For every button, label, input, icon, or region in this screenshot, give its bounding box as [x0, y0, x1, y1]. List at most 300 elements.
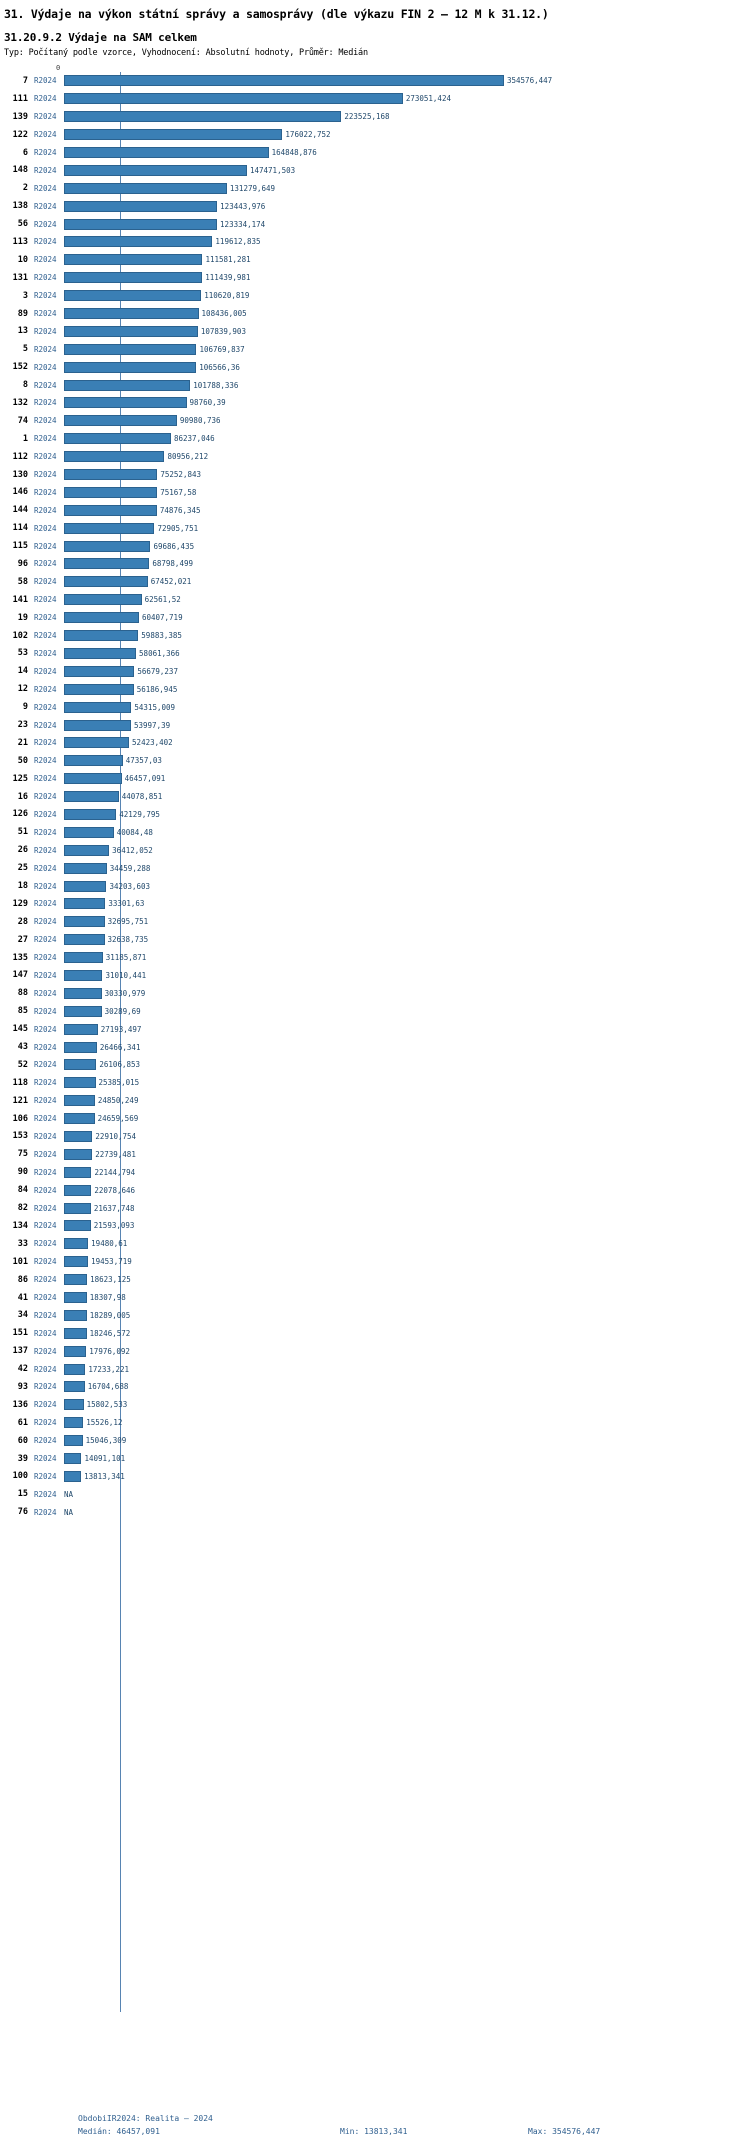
bar-container	[64, 1450, 125, 1468]
row-id-label: 118	[12, 1077, 28, 1088]
bar[interactable]	[64, 1024, 98, 1035]
row-id-label: 111	[12, 93, 28, 104]
bar-value-label: 176022,752	[285, 130, 331, 140]
bar-container	[64, 448, 208, 466]
bar[interactable]	[64, 684, 134, 695]
table-row	[0, 984, 750, 1002]
table-row	[0, 376, 750, 394]
bar-value-label: 22144,794	[94, 1167, 136, 1177]
bar[interactable]	[64, 1203, 91, 1214]
bar-value-label: 54315,009	[134, 702, 176, 712]
bar-container	[64, 161, 295, 179]
bar[interactable]	[64, 505, 157, 516]
table-row	[0, 519, 750, 537]
bar[interactable]	[64, 898, 105, 909]
table-row	[0, 788, 750, 806]
bar-value-label: 17233,221	[88, 1364, 130, 1374]
table-row	[0, 645, 750, 663]
bar-container	[64, 645, 180, 663]
row-id-label: 28	[17, 916, 28, 927]
row-id-label: 58	[17, 576, 28, 587]
bar[interactable]	[64, 236, 212, 247]
bar[interactable]	[64, 612, 139, 623]
row-period-label: R2024	[34, 1078, 57, 1088]
row-period-label: R2024	[34, 291, 57, 301]
bar-container	[64, 340, 245, 358]
bar-value-label: 44078,851	[121, 792, 163, 802]
row-period-label: R2024	[34, 1346, 57, 1356]
bar-container	[64, 1092, 138, 1110]
row-id-label: 21	[17, 737, 28, 748]
table-row	[0, 466, 750, 484]
row-period-label: R2024	[34, 487, 57, 497]
bar-value-label: 74876,345	[159, 505, 201, 515]
bar-value-label: 101788,336	[193, 380, 239, 390]
bar[interactable]	[64, 541, 150, 552]
bar[interactable]	[64, 1435, 83, 1446]
table-row	[0, 806, 750, 824]
row-id-label: 26	[17, 845, 28, 856]
row-id-label: 146	[12, 487, 28, 498]
bar-value-label: 56186,945	[136, 684, 178, 694]
row-period-label: R2024	[34, 1454, 57, 1464]
row-id-label: 100	[12, 1471, 28, 1482]
bar[interactable]	[64, 773, 122, 784]
bar[interactable]	[64, 487, 157, 498]
table-row	[0, 1235, 750, 1253]
bar[interactable]	[64, 809, 116, 820]
table-row	[0, 161, 750, 179]
bar-value-label: 25385,015	[98, 1078, 140, 1088]
row-period-label: R2024	[34, 326, 57, 336]
row-id-label: 153	[12, 1131, 28, 1142]
row-id-label: 50	[17, 755, 28, 766]
row-id-label: 6	[22, 147, 28, 158]
bar-value-label: 106566,36	[199, 362, 240, 372]
row-period-label: R2024	[34, 1275, 57, 1285]
bar[interactable]	[64, 1006, 102, 1017]
table-row	[0, 1271, 750, 1289]
table-row	[0, 1432, 750, 1450]
bar-container	[64, 1128, 136, 1146]
bar[interactable]	[64, 737, 129, 748]
bar[interactable]	[64, 308, 199, 319]
bar[interactable]	[64, 1042, 97, 1053]
bar[interactable]	[64, 1274, 87, 1285]
bar[interactable]	[64, 415, 177, 426]
bar[interactable]	[64, 1364, 85, 1375]
bar-container	[64, 537, 194, 555]
row-id-label: 131	[12, 272, 28, 283]
bar[interactable]	[64, 1238, 88, 1249]
row-id-label: 138	[12, 201, 28, 212]
row-id-label: 12	[17, 684, 28, 695]
row-id-label: 14	[17, 666, 28, 677]
table-row	[0, 340, 750, 358]
row-period-label: R2024	[34, 1364, 57, 1374]
bar-container	[64, 949, 146, 967]
row-id-label: 85	[17, 1006, 28, 1017]
row-id-label: 7	[22, 75, 28, 86]
bar[interactable]	[64, 469, 157, 480]
bar-value-label: 18289,005	[89, 1310, 131, 1320]
bar[interactable]	[64, 1185, 91, 1196]
bar[interactable]	[64, 326, 198, 337]
bar-container	[64, 1235, 127, 1253]
row-id-label: 51	[17, 827, 28, 838]
bar[interactable]	[64, 934, 105, 945]
table-row	[0, 537, 750, 555]
table-row	[0, 412, 750, 430]
row-id-label: 60	[17, 1435, 28, 1446]
bar-container	[64, 466, 201, 484]
bar[interactable]	[64, 845, 109, 856]
row-id-label: 113	[12, 236, 28, 247]
bar[interactable]	[64, 630, 138, 641]
table-row	[0, 1324, 750, 1342]
row-id-label: 89	[17, 308, 28, 319]
bar-container	[64, 841, 153, 859]
row-period-label: R2024	[34, 76, 57, 86]
row-id-label: 141	[12, 594, 28, 605]
bar-value-label: 72905,751	[157, 523, 199, 533]
row-period-label: R2024	[34, 899, 57, 909]
bar[interactable]	[64, 129, 282, 140]
bar-value-label: 111439,981	[205, 273, 251, 283]
bar-value-label: 34459,288	[109, 863, 151, 873]
bar[interactable]	[64, 1381, 85, 1392]
table-row	[0, 752, 750, 770]
bar-container	[64, 984, 145, 1002]
bar-container	[64, 269, 250, 287]
table-row	[0, 591, 750, 609]
bar-container	[64, 1110, 138, 1128]
row-id-label: 96	[17, 558, 28, 569]
bar-container	[64, 895, 144, 913]
bar-value-label: 131279,649	[229, 183, 276, 193]
row-id-label: 132	[12, 397, 28, 408]
table-row	[0, 770, 750, 788]
table-row	[0, 108, 750, 126]
bar-value-label: 19453,719	[91, 1257, 132, 1267]
bar[interactable]	[64, 863, 107, 874]
table-row	[0, 627, 750, 645]
bar-rows	[0, 72, 750, 1521]
bar[interactable]	[64, 254, 202, 265]
table-row	[0, 1378, 750, 1396]
bar[interactable]	[64, 165, 247, 176]
row-period-label: R2024	[34, 183, 57, 193]
bar-container	[64, 1324, 130, 1342]
bar-value-label: 22078,646	[94, 1185, 136, 1195]
bar[interactable]	[64, 558, 149, 569]
bar-value-label: 30330,979	[104, 988, 146, 998]
bar-container	[64, 823, 153, 841]
bar-value-label: 354576,447	[507, 76, 553, 86]
bar[interactable]	[64, 75, 504, 86]
bar[interactable]	[64, 648, 136, 659]
row-id-label: 34	[17, 1310, 28, 1321]
bar-container	[64, 72, 552, 90]
bar-container	[64, 108, 390, 126]
bar[interactable]	[64, 827, 114, 838]
table-row	[0, 555, 750, 573]
row-period-label: R2024	[34, 631, 57, 641]
bar[interactable]	[64, 397, 187, 408]
row-id-label: 93	[17, 1381, 28, 1392]
row-id-label: 27	[17, 934, 28, 945]
chart-subtitle: 31.20.9.2 Výdaje na SAM celkem	[4, 31, 197, 44]
bar-container	[64, 197, 265, 215]
bar-value-label: 273051,424	[405, 94, 451, 104]
bar-container	[64, 251, 251, 269]
bar-value-label: 15526,12	[86, 1418, 123, 1428]
row-period-label: R2024	[34, 1489, 57, 1499]
row-period-label: R2024	[34, 988, 57, 998]
table-row	[0, 1163, 750, 1181]
row-id-label: 112	[12, 451, 28, 462]
bar-value-label: 56679,237	[137, 666, 178, 676]
row-period-label: R2024	[34, 1114, 57, 1124]
row-period-label: R2024	[34, 1239, 57, 1249]
row-period-label: R2024	[34, 201, 57, 211]
bar-value-label: 46457,091	[124, 774, 166, 784]
bar[interactable]	[64, 970, 102, 981]
bar-container	[64, 1271, 131, 1289]
bar[interactable]	[64, 1113, 95, 1124]
bar[interactable]	[64, 666, 134, 677]
table-row	[0, 1306, 750, 1324]
table-row	[0, 1145, 750, 1163]
bar[interactable]	[64, 755, 123, 766]
bar[interactable]	[64, 720, 131, 731]
bar-value-label: 108436,005	[201, 309, 247, 319]
row-id-label: 23	[17, 720, 28, 730]
bar[interactable]	[64, 1167, 91, 1178]
bar-container	[64, 358, 240, 376]
bar-container	[64, 716, 170, 734]
bar-container	[64, 1414, 122, 1432]
bar[interactable]	[64, 344, 196, 355]
row-period-label: R2024	[34, 255, 57, 265]
bar[interactable]	[64, 791, 119, 802]
table-row	[0, 1038, 750, 1056]
row-id-label: 18	[17, 881, 28, 892]
bar[interactable]	[64, 1220, 91, 1231]
row-id-label: 144	[12, 505, 28, 516]
bar-value-label: NA	[64, 1507, 74, 1517]
chart-area	[0, 64, 750, 2054]
bar-container	[64, 662, 178, 680]
row-period-label: R2024	[34, 881, 57, 891]
bar[interactable]	[64, 702, 131, 713]
row-id-label: 102	[12, 630, 28, 641]
row-id-label: 114	[12, 523, 28, 534]
bar-value-label: 164848,876	[271, 148, 317, 157]
row-period-label: R2024	[34, 541, 57, 551]
row-period-label: R2024	[34, 1024, 57, 1034]
bar-container	[64, 126, 331, 144]
bar-container	[64, 1217, 134, 1235]
bar-container	[64, 1485, 73, 1503]
bar[interactable]	[64, 881, 106, 892]
table-row	[0, 305, 750, 323]
bar[interactable]	[64, 988, 102, 999]
row-period-label: R2024	[34, 1382, 57, 1392]
bar[interactable]	[64, 147, 269, 158]
min-label: Min: 13813,341	[340, 2127, 408, 2136]
bar[interactable]	[64, 1131, 92, 1142]
bar[interactable]	[64, 1399, 84, 1410]
row-period-label: R2024	[34, 970, 57, 980]
bar[interactable]	[64, 272, 202, 283]
bar[interactable]	[64, 362, 196, 373]
bar-container	[64, 1038, 140, 1056]
max-label: Max: 354576,447	[528, 2127, 601, 2136]
table-row	[0, 197, 750, 215]
row-id-label: 151	[12, 1328, 28, 1339]
bar-container	[64, 1020, 141, 1038]
bar-value-label: 21637,748	[93, 1203, 135, 1213]
bar[interactable]	[64, 1292, 87, 1303]
table-row	[0, 358, 750, 376]
bar-container	[64, 931, 148, 949]
bar[interactable]	[64, 433, 171, 444]
bar[interactable]	[64, 1256, 88, 1267]
bar[interactable]	[64, 111, 341, 122]
bar[interactable]	[64, 952, 103, 963]
bar[interactable]	[64, 916, 105, 927]
bar-value-label: 107839,903	[200, 326, 246, 336]
row-id-label: 8	[22, 380, 28, 391]
row-id-label: 130	[12, 469, 28, 480]
table-row	[0, 233, 750, 251]
row-period-label: R2024	[34, 1400, 57, 1410]
row-period-label: R2024	[34, 273, 57, 283]
table-row	[0, 913, 750, 931]
table-row	[0, 1253, 750, 1271]
bar-container	[64, 591, 181, 609]
bar-container	[64, 483, 196, 501]
row-id-label: 53	[17, 648, 28, 659]
bar[interactable]	[64, 1310, 87, 1321]
table-row	[0, 1199, 750, 1217]
row-period-label: R2024	[34, 344, 57, 354]
row-period-label: R2024	[34, 219, 57, 229]
row-period-label: R2024	[34, 1418, 57, 1428]
row-id-label: 137	[12, 1346, 28, 1357]
bar[interactable]	[64, 183, 227, 194]
row-period-label: R2024	[34, 434, 57, 444]
bar-value-label: 147471,503	[249, 165, 296, 175]
bar[interactable]	[64, 1059, 96, 1070]
bar-value-label: 22739,481	[95, 1149, 136, 1159]
row-period-label: R2024	[34, 666, 57, 676]
table-row	[0, 931, 750, 949]
table-row	[0, 949, 750, 967]
table-row	[0, 126, 750, 144]
bar-container	[64, 1199, 134, 1217]
bar[interactable]	[64, 93, 403, 104]
row-id-label: 115	[12, 541, 28, 552]
bar-value-label: 21593,093	[93, 1221, 135, 1231]
row-period-label: R2024	[34, 523, 57, 533]
bar-value-label: 60407,719	[141, 613, 183, 623]
bar-container	[64, 1289, 126, 1307]
row-id-label: 134	[12, 1220, 28, 1231]
row-id-label: 1	[22, 433, 28, 444]
bar[interactable]	[64, 523, 154, 534]
bar-value-label: 80956,212	[167, 452, 209, 462]
bar-container	[64, 144, 317, 162]
bar[interactable]	[64, 380, 190, 391]
bar[interactable]	[64, 290, 201, 301]
bar[interactable]	[64, 576, 148, 587]
bar[interactable]	[64, 594, 142, 605]
bar[interactable]	[64, 1328, 87, 1339]
row-period-label: R2024	[34, 416, 57, 426]
bar[interactable]	[64, 451, 164, 462]
table-row	[0, 1074, 750, 1092]
bar[interactable]	[64, 1095, 95, 1106]
bar-value-label: 31185,871	[105, 953, 147, 963]
bar[interactable]	[64, 201, 217, 212]
bar[interactable]	[64, 1077, 96, 1088]
table-row	[0, 1217, 750, 1235]
row-id-label: 84	[17, 1185, 28, 1196]
row-period-label: R2024	[34, 613, 57, 623]
row-id-label: 122	[12, 129, 28, 140]
row-id-label: 129	[12, 898, 28, 909]
bar[interactable]	[64, 1417, 83, 1428]
row-period-label: R2024	[34, 1471, 57, 1481]
bar[interactable]	[64, 1346, 86, 1357]
table-row	[0, 287, 750, 305]
row-id-label: 139	[12, 111, 28, 122]
table-row	[0, 483, 750, 501]
row-period-label: R2024	[34, 559, 57, 569]
bar[interactable]	[64, 1149, 92, 1160]
bar-container	[64, 770, 165, 788]
bar-container	[64, 233, 261, 251]
bar-value-label: NA	[64, 1489, 74, 1499]
row-id-label: 90	[17, 1167, 28, 1178]
bar-value-label: 69686,435	[153, 541, 195, 551]
row-id-label: 125	[12, 773, 28, 784]
row-period-label: R2024	[34, 1167, 57, 1177]
table-row	[0, 967, 750, 985]
table-row	[0, 1181, 750, 1199]
row-period-label: R2024	[34, 1096, 57, 1106]
row-id-label: 56	[17, 219, 28, 230]
row-period-label: R2024	[34, 452, 57, 462]
row-period-label: R2024	[34, 1436, 57, 1446]
bar[interactable]	[64, 1453, 81, 1464]
bar[interactable]	[64, 219, 217, 230]
bar-value-label: 26106,853	[99, 1060, 141, 1070]
table-row	[0, 394, 750, 412]
row-id-label: 75	[17, 1149, 28, 1160]
bar[interactable]	[64, 1471, 81, 1482]
row-period-label: R2024	[34, 237, 57, 247]
bar-container	[64, 501, 201, 519]
legend-label: ObdobiIR2024: Realita – 2024	[78, 2114, 213, 2123]
table-row	[0, 72, 750, 90]
row-id-label: 121	[12, 1095, 28, 1106]
row-id-label: 25	[17, 863, 28, 874]
bar-value-label: 223525,168	[344, 112, 390, 122]
table-row	[0, 179, 750, 197]
